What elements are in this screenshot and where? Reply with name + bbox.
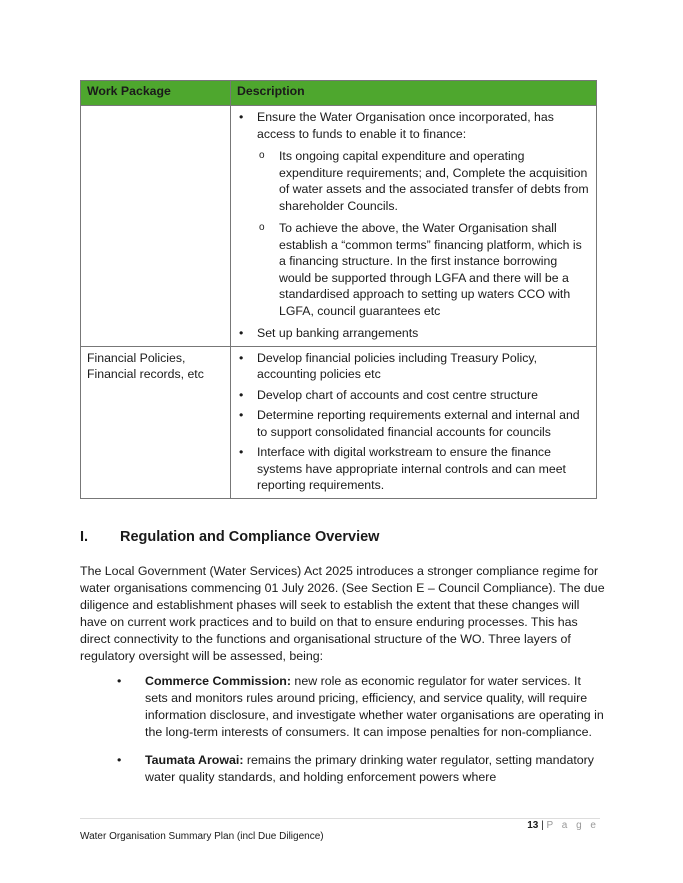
- table-row: [81, 346, 597, 498]
- bullet-term: Taumata Arowai:: [145, 753, 244, 767]
- work-package-table: [80, 80, 597, 499]
- description-cell: [231, 106, 597, 347]
- header-description: Description: [231, 81, 597, 106]
- bullet-term: Commerce Commission:: [145, 674, 291, 688]
- page-label: P a g e: [546, 820, 599, 831]
- table-header-row: [81, 81, 597, 106]
- list-item: • Determine reporting requirements external and internal and to support consolidated financial accounts for councils: [237, 407, 590, 440]
- table-row: [81, 106, 597, 347]
- page-number-value: 13: [527, 820, 539, 831]
- footer-divider: [80, 818, 600, 819]
- list-item: [80, 673, 605, 741]
- footer-doc-title: Water Organisation Summary Plan (incl Due Diligence): [80, 831, 324, 842]
- page-separator: |: [541, 820, 544, 831]
- section-number: I.: [80, 529, 89, 545]
- list-item: • Set up banking arrangements: [237, 325, 590, 342]
- bullet-text: new role as economic regulator for water services. It sets and monitors rules around pricing, efficiency, and service quality, will require information disclosure, and investigate whether water organisations are operating in the long-term interests of consumers. It can impose penalties for non-compliance.: [145, 674, 604, 739]
- list-item: • Develop chart of accounts and cost centre structure: [237, 387, 590, 404]
- package-cell: [81, 106, 231, 347]
- description-cell: [231, 346, 597, 498]
- section-paragraph: The Local Government (Water Services) Act 2025 introduces a stronger compliance regime for water organisations commencing 01 July 2026. (See Section E – Council Compliance). The due diligence and establishment phases will seek to establish the extent that these changes will have on current work practices and to build on that to ensure enduring processes. This has direct connectivity to the functions and organisational structure of the WO. Three layers of regulatory oversight will be assessed, being:: [80, 564, 605, 663]
- list-item: [80, 752, 605, 786]
- section-body: [80, 563, 605, 797]
- sub-list-item: o To achieve the above, the Water Organisation shall establish a “common terms” financing platform, which is a financing structure. In the first instance borrowing would be supported through LGFA and there will be a standardised approach to setting up waters CCO with LGFA, council guarantees etc: [257, 220, 590, 319]
- list-item: • Develop financial policies including Treasury Policy, accounting policies etc: [237, 350, 590, 383]
- sub-list-item: o Its ongoing capital expenditure and operating expenditure requirements; and, Complete the acquisition of water assets and the associated transfer of debts from shareholder Councils.: [257, 148, 590, 214]
- list-item: • Ensure the Water Organisation once incorporated, has access to funds to enable it to finance:: [237, 109, 590, 142]
- page-number: [527, 820, 599, 831]
- section-heading: [80, 529, 379, 545]
- list-item: • Interface with digital workstream to ensure the finance systems have appropriate internal controls and can meet reporting requirements.: [237, 444, 590, 494]
- section-title: Regulation and Compliance Overview: [120, 529, 380, 545]
- package-cell: Financial Policies, Financial records, etc: [81, 346, 231, 498]
- bullet-text: remains the primary drinking water regulator, setting mandatory water quality standards, and holding enforcement powers where: [145, 753, 594, 784]
- header-work-package: Work Package: [81, 81, 231, 106]
